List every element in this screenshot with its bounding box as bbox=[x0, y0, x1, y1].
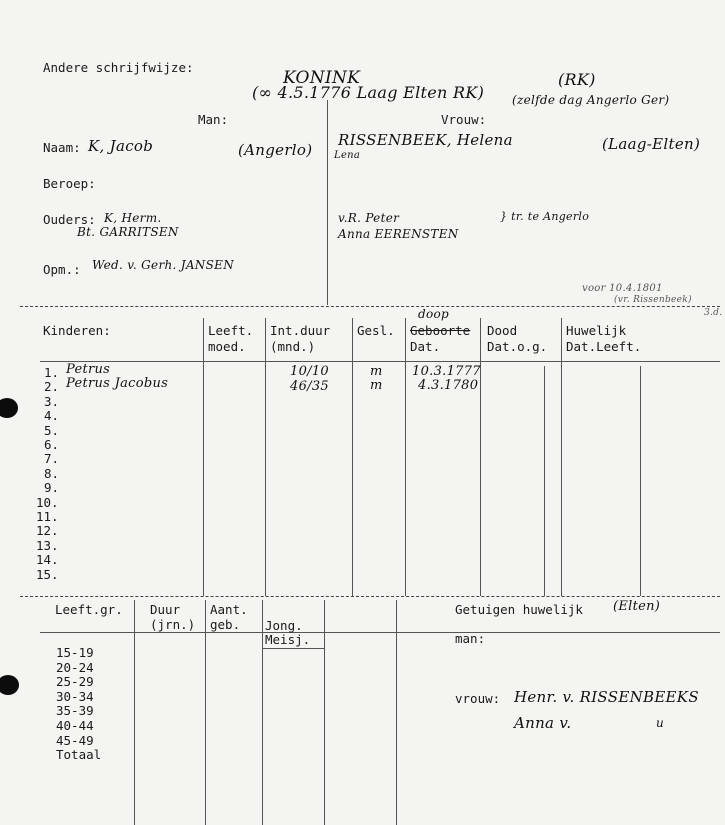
opm-label: Opm.: bbox=[43, 262, 81, 277]
int-duur-header-2: (mnd.) bbox=[270, 339, 316, 354]
man-label: Man: bbox=[198, 112, 229, 127]
dat-header: Dat. bbox=[410, 339, 441, 354]
age-group-row: 35-39 bbox=[56, 703, 94, 719]
age-group-row: 25-29 bbox=[56, 674, 94, 690]
ouders-label: Ouders: bbox=[43, 212, 96, 227]
child-row-number: 10. bbox=[36, 494, 59, 510]
getuigen-label: Getuigen huwelijk bbox=[455, 602, 583, 617]
kinderen-header-rule bbox=[40, 361, 720, 362]
bottom-header-rule bbox=[40, 632, 720, 633]
hw-marriage: (∞ 4.5.1776 Laag Elten RK) bbox=[252, 83, 485, 102]
huwelijk-header-2: Dat.Leeft. bbox=[566, 339, 642, 354]
col-line bbox=[405, 318, 406, 596]
col-line bbox=[134, 600, 135, 825]
aant-header-1: Aant. bbox=[210, 602, 248, 617]
child-row-number: 14. bbox=[36, 552, 59, 568]
child-row-number: 15. bbox=[36, 566, 59, 582]
child-row-number: 9. bbox=[44, 480, 60, 496]
duur-header-1: Duur bbox=[150, 602, 181, 617]
age-group-row: 30-34 bbox=[56, 688, 94, 704]
hw-man-ouders-2: Bt. GARRITSEN bbox=[77, 225, 179, 239]
child-row-number: 11. bbox=[36, 509, 59, 524]
punch-hole bbox=[0, 675, 19, 695]
hw-corner-2: (vr. Rissenbeek) bbox=[614, 295, 692, 305]
hw-child-1-sex: m bbox=[370, 364, 383, 379]
punch-hole bbox=[0, 398, 18, 418]
hw-rk: (RK) bbox=[558, 70, 596, 89]
getuigen-man-label: man: bbox=[455, 631, 486, 646]
col-line bbox=[640, 366, 641, 596]
child-row-number: 5. bbox=[44, 422, 60, 438]
hw-man-naam: K, Jacob bbox=[88, 137, 154, 155]
col-line bbox=[544, 366, 545, 596]
jong-meisj-rule bbox=[262, 648, 324, 649]
hw-opm: Wed. v. Gerh. JANSEN bbox=[92, 258, 234, 272]
andere-schrijfwijze-label: Andere schrijfwijze: bbox=[43, 60, 194, 75]
huwelijk-header-1: Huwelijk bbox=[566, 323, 627, 338]
hw-child-2-name: Petrus Jacobus bbox=[66, 376, 169, 391]
kinderen-top-rule bbox=[20, 306, 720, 307]
col-line bbox=[352, 318, 353, 596]
child-row-number: 4. bbox=[44, 408, 60, 424]
hw-doop: doop bbox=[418, 307, 450, 321]
hw-vrouw-ouders-1: v.R. Peter bbox=[338, 211, 400, 225]
getuigen-vrouw-label: vrouw: bbox=[455, 691, 501, 706]
child-row-number: 12. bbox=[36, 523, 59, 539]
age-group-row: 20-24 bbox=[56, 659, 94, 675]
hw-vrouw-naam: RISSENBEEK, Helena bbox=[338, 131, 513, 149]
hw-zelfde-dag: (zelfde dag Angerlo Ger) bbox=[512, 93, 670, 107]
geboorte-header: Geboorte bbox=[410, 323, 471, 338]
hw-angerlo: (Angerlo) bbox=[238, 141, 313, 159]
col-line bbox=[205, 600, 206, 825]
child-row-number: 8. bbox=[44, 465, 60, 481]
age-group-row: Totaal bbox=[56, 747, 102, 763]
hw-getuige-vrouw-1: Henr. v. RISSENBEEKS bbox=[514, 688, 699, 706]
duur-header-2: (jrn.) bbox=[150, 617, 196, 632]
vrouw-label: Vrouw: bbox=[441, 112, 487, 127]
jong-header-2: Meisj. bbox=[265, 632, 311, 647]
jong-header-1: Jong. bbox=[265, 618, 303, 633]
bottom-top-rule bbox=[20, 596, 720, 597]
leeft-moed-header-1: Leeft. bbox=[208, 323, 254, 338]
hw-corner-3: 3.d. bbox=[704, 308, 723, 318]
hw-child-2-date: 4.3.1780 bbox=[418, 378, 479, 393]
gesl-header: Gesl. bbox=[357, 323, 395, 338]
naam-label: Naam: bbox=[43, 140, 81, 155]
dood-header-1: Dood bbox=[487, 323, 518, 338]
hw-child-1-int: 10/10 bbox=[290, 364, 329, 379]
child-row-number: 6. bbox=[44, 437, 60, 452]
leeft-gr-header: Leeft.gr. bbox=[55, 602, 123, 617]
hw-child-2-sex: m bbox=[370, 378, 383, 393]
hw-child-2-int: 46/35 bbox=[290, 379, 329, 394]
hw-man-ouders-1: K, Herm. bbox=[104, 211, 162, 225]
hw-getuige-vrouw-3: u bbox=[656, 716, 665, 730]
col-line bbox=[561, 318, 562, 596]
hw-vrouw-note: Lena bbox=[334, 150, 361, 161]
age-group-row: 40-44 bbox=[56, 718, 94, 733]
hw-getuigen-place: (Elten) bbox=[613, 599, 661, 614]
age-group-row: 45-49 bbox=[56, 732, 94, 748]
header-divider bbox=[327, 100, 328, 305]
hw-laag-elten: (Laag-Elten) bbox=[602, 135, 701, 153]
child-row-number: 13. bbox=[36, 537, 59, 553]
col-line bbox=[262, 600, 263, 825]
kinderen-label: Kinderen: bbox=[43, 323, 111, 338]
hw-vrouw-ouders-2: Anna EERENSTEN bbox=[338, 227, 459, 241]
col-line bbox=[396, 600, 397, 825]
child-row-number: 3. bbox=[44, 393, 60, 409]
col-line bbox=[324, 600, 325, 825]
hw-surname: KONINK bbox=[283, 68, 361, 88]
col-line bbox=[480, 318, 481, 596]
hw-vrouw-ouders-note: } tr. te Angerlo bbox=[500, 210, 590, 223]
hw-child-1-name: Petrus bbox=[66, 362, 111, 377]
child-row-number: 7. bbox=[44, 451, 60, 467]
hw-child-1-date: 10.3.1777 bbox=[412, 364, 481, 379]
hw-corner-1: voor 10.4.1801 bbox=[582, 283, 663, 294]
col-line bbox=[265, 318, 266, 596]
col-line bbox=[203, 318, 204, 596]
hw-getuige-vrouw-2: Anna v. bbox=[514, 714, 572, 732]
age-group-row: 15-19 bbox=[56, 645, 94, 660]
int-duur-header-1: Int.duur bbox=[270, 323, 331, 338]
child-row-number: 1. bbox=[44, 365, 60, 380]
aant-header-2: geb. bbox=[210, 617, 241, 632]
child-row-number: 2. bbox=[44, 379, 60, 395]
dood-header-2: Dat.o.g. bbox=[487, 339, 548, 354]
leeft-moed-header-2: moed. bbox=[208, 339, 246, 354]
beroep-label: Beroep: bbox=[43, 176, 96, 191]
